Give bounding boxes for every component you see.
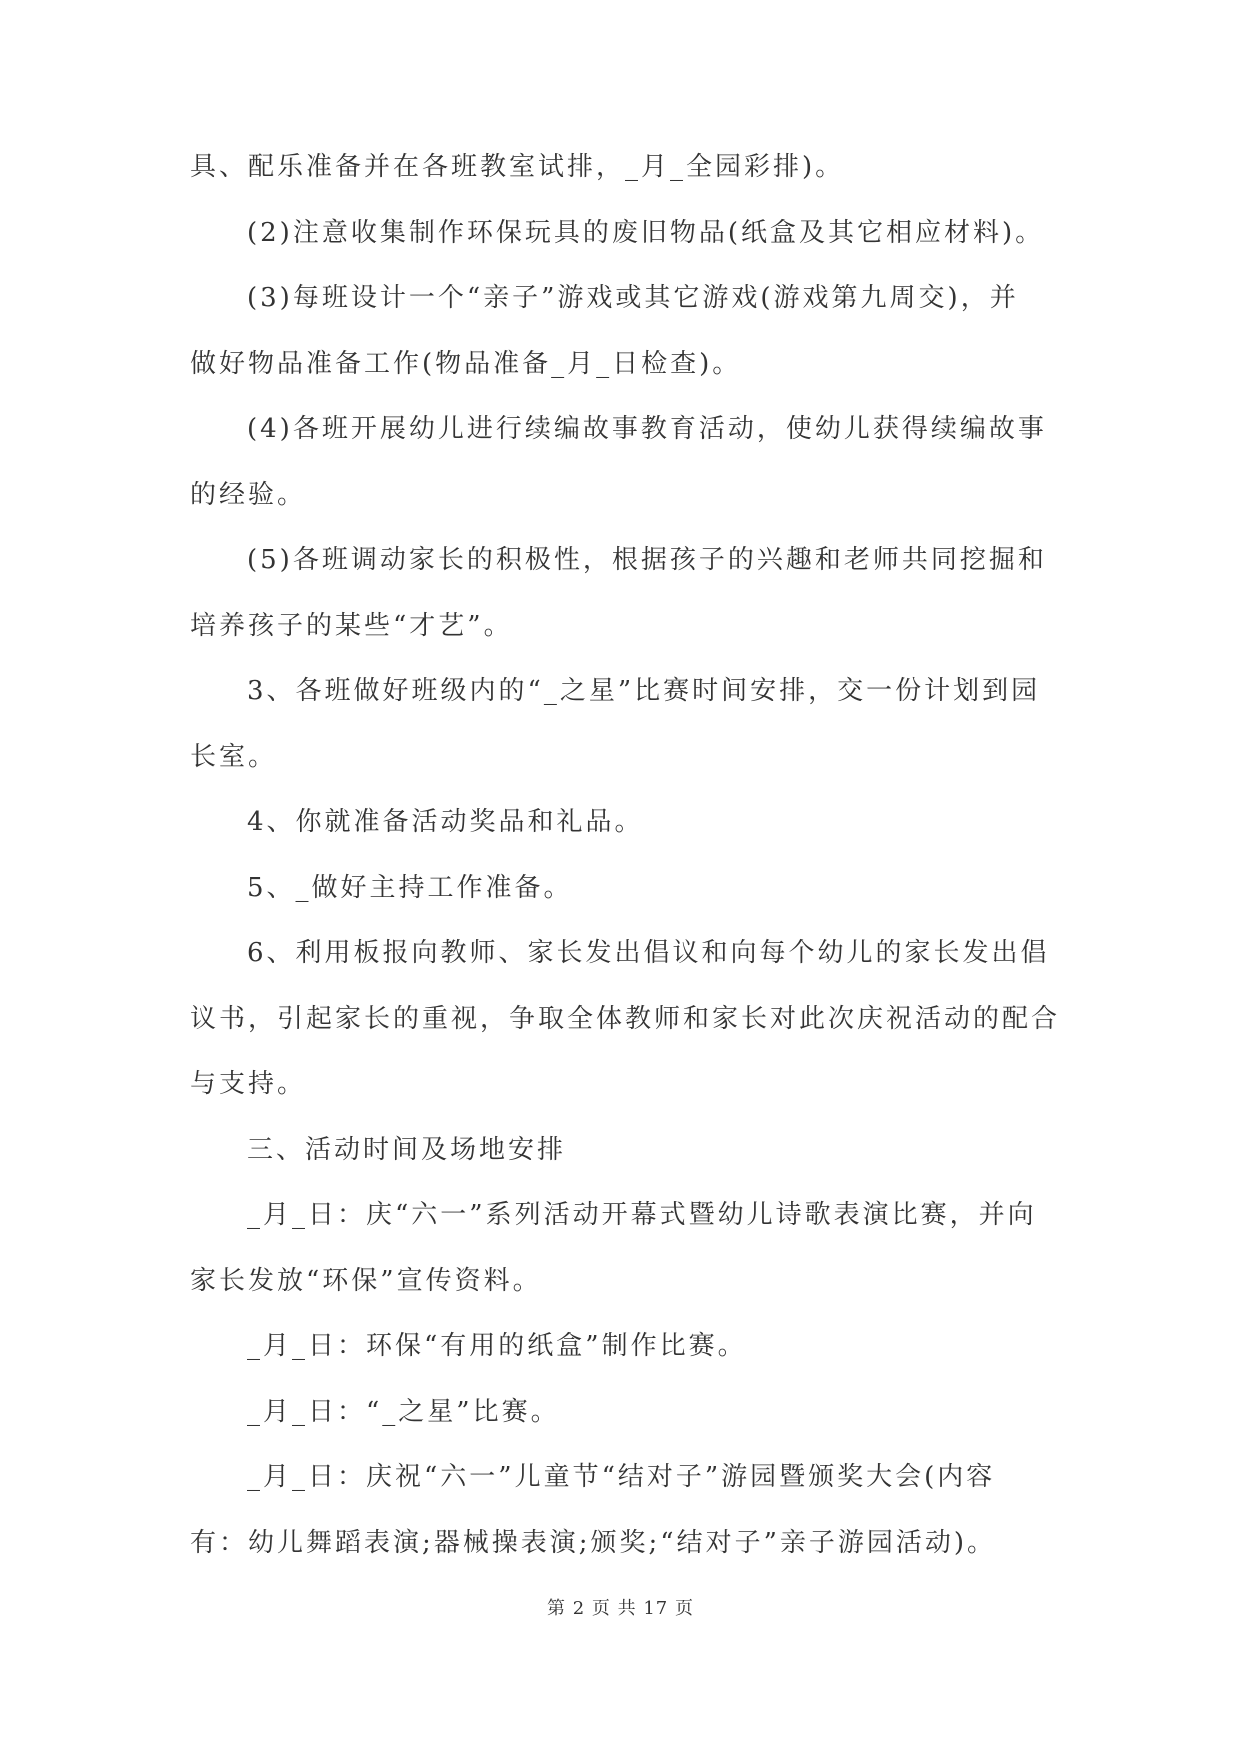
text-line: (5)各班调动家长的积极性，根据孩子的兴趣和老师共同挖掘和 bbox=[247, 545, 1047, 575]
text-line: _月_日：环保“有用的纸盒”制作比赛。 bbox=[247, 1331, 747, 1361]
text-line: 培养孩子的某些“才艺”。 bbox=[190, 610, 513, 641]
text-line: 4、你就准备活动奖品和礼品。 bbox=[247, 807, 644, 837]
document-body bbox=[190, 152, 1060, 1593]
text-line: 家长发放“环保”宣传资料。 bbox=[190, 1265, 542, 1296]
text-line: _月_日：庆祝“六一”儿童节“结对子”游园暨颁奖大会(内容 bbox=[247, 1462, 996, 1492]
text-line: 的经验。 bbox=[190, 479, 307, 510]
text-line: 5、_做好主持工作准备。 bbox=[247, 872, 573, 903]
text-line: (4)各班开展幼儿进行续编故事教育活动，使幼儿获得续编故事 bbox=[247, 414, 1047, 444]
page-footer: 第 2 页 共 17 页 bbox=[547, 1598, 694, 1619]
text-line: 议书，引起家长的重视，争取全体教师和家长对此次庆祝活动的配合 bbox=[190, 1003, 1061, 1034]
section-heading: 三、活动时间及场地安排 bbox=[247, 1134, 567, 1165]
text-line: _月_日：“_之星”比赛。 bbox=[247, 1396, 560, 1427]
text-line: 做好物品准备工作(物品准备_月_日检查)。 bbox=[190, 348, 742, 379]
text-line: (2)注意收集制作环保玩具的废旧物品(纸盒及其它相应材料)。 bbox=[247, 217, 1045, 248]
text-line: 有：幼儿舞蹈表演;器械操表演;颁奖;“结对子”亲子游园活动)。 bbox=[190, 1527, 997, 1558]
text-line: 具、配乐准备并在各班教室试排，_月_全园彩排)。 bbox=[190, 152, 845, 182]
text-line: 3、各班做好班级内的“_之星”比赛时间安排，交一份计划到园 bbox=[247, 676, 1041, 706]
text-line: 6、利用板报向教师、家长发出倡议和向每个幼儿的家长发出倡 bbox=[247, 938, 1050, 968]
text-line: 长室。 bbox=[190, 741, 278, 772]
text-line: _月_日：庆“六一”系列活动开幕式暨幼儿诗歌表演比赛，并向 bbox=[247, 1200, 1037, 1230]
text-line: (3)每班设计一个“亲子”游戏或其它游戏(游戏第九周交)，并 bbox=[247, 283, 1019, 313]
text-line: 与支持。 bbox=[190, 1069, 307, 1099]
